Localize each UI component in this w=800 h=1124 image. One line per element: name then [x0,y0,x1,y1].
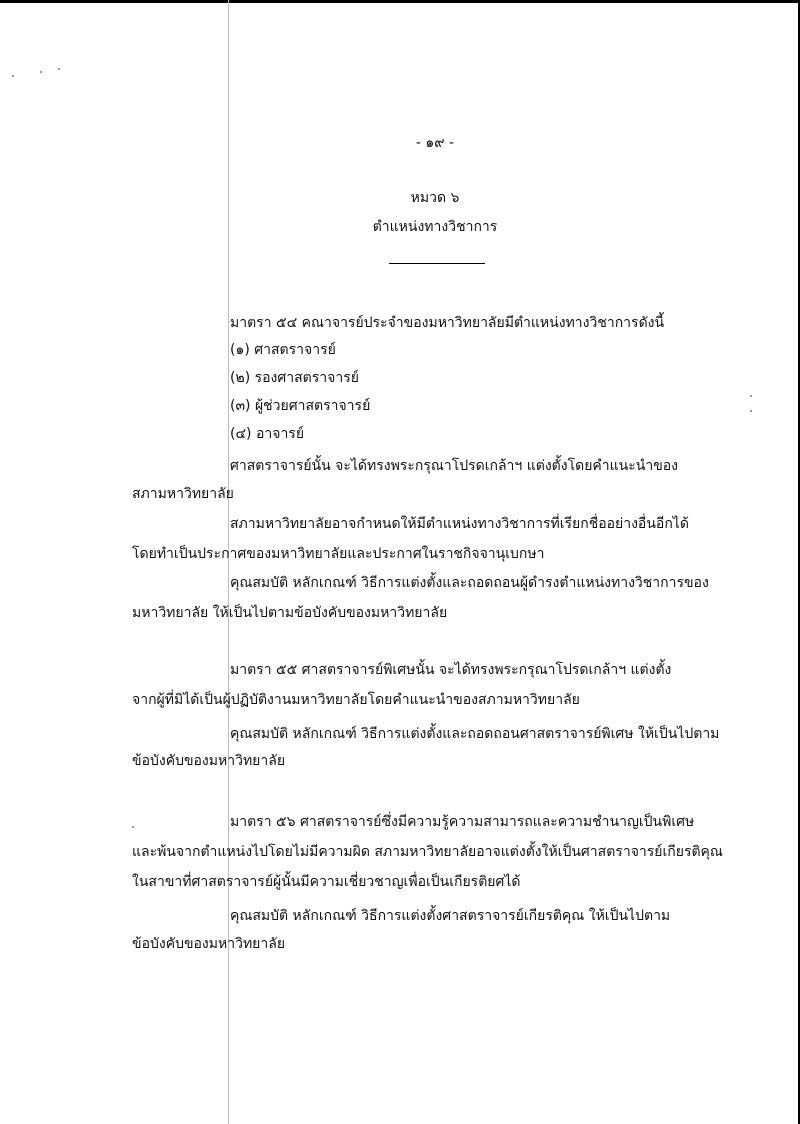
section-54-item: (๓) ผู้ช่วยศาสตราจารย์ [230,398,371,414]
scan-speck [132,826,134,828]
section-56-line: มาตรา ๕๖ ศาสตราจารย์ซึ่งมีความรู้ความสามารถและความชำนาญเป็นพิเศษ [230,814,695,830]
section-54-intro: มาตรา ๕๔ คณาจารย์ประจำของมหาวิทยาลัยมีตำแหน่งทางวิชาการดังนี้ [230,315,665,331]
section-56-line: ข้อบังคับของมหาวิทยาลัย [132,936,286,952]
page-number: - ๑๙ - [415,135,455,151]
section-54-paragraph-1-cont: สภามหาวิทยาลัย [132,486,234,502]
scan-speck [750,410,752,412]
section-54-item: (๑) ศาสตราจารย์ [230,342,336,358]
section-54-paragraph-3: คุณสมบัติ หลักเกณฑ์ วิธีการแต่งตั้งและถอดถอนผู้ดำรงตำแหน่งทางวิชาการของ [230,575,709,591]
section-54-item: (๔) อาจารย์ [230,426,305,442]
scan-speck [40,71,42,73]
section-55-line: มาตรา ๕๕ ศาสตราจารย์พิเศษนั้น จะได้ทรงพระกรุณาโปรดเกล้าฯ แต่งตั้ง [230,662,672,678]
chapter-heading: หมวด ๖ [410,190,460,206]
scan-speck [12,75,14,77]
section-56-line: และพ้นจากตำแหน่งไปโดยไม่มีความผิด สภามหาวิทยาลัยอาจแต่งตั้งให้เป็นศาสตราจารย์เกียรติคุณ [132,844,723,860]
scan-speck [750,395,752,397]
section-55-line: ข้อบังคับของมหาวิทยาลัย [132,753,286,769]
section-54-paragraph-3-cont: มหาวิทยาลัย ให้เป็นไปตามข้อบังคับของมหาวิทยาลัย [132,605,448,621]
section-54-paragraph-2-cont: โดยทำเป็นประกาศของมหาวิทยาลัยและประกาศในราชกิจจานุเบกษา [132,546,545,562]
section-54-paragraph-1: ศาสตราจารย์นั้น จะได้ทรงพระกรุณาโปรดเกล้าฯ แต่งตั้งโดยคำแนะนำของ [230,458,679,474]
scan-speck [58,68,60,70]
title-divider [389,263,485,264]
section-56-line: คุณสมบัติ หลักเกณฑ์ วิธีการแต่งตั้งศาสตราจารย์เกียรติคุณ ให้เป็นไปตาม [230,908,671,924]
section-54-item: (๒) รองศาสตราจารย์ [230,370,359,386]
section-54-paragraph-2: สภามหาวิทยาลัยอาจกำหนดให้มีตำแหน่งทางวิชาการที่เรียกชื่ออย่างอื่นอีกได้ [230,516,689,532]
section-56-line: ในสาขาที่ศาสตราจารย์ผู้นั้นมีความเชี่ยวชาญเพื่อเป็นเกียรติยศได้ [132,874,521,890]
chapter-title: ตำแหน่งทางวิชาการ [372,219,498,235]
section-55-line: จากผู้ที่มิได้เป็นผู้ปฏิบัติงานมหาวิทยาลัยโดยคำแนะนำของสภามหาวิทยาลัย [132,692,580,708]
section-55-line: คุณสมบัติ หลักเกณฑ์ วิธีการแต่งตั้งและถอดถอนศาสตราจารย์พิเศษ ให้เป็นไปตาม [230,726,720,742]
scan-edge-top [0,0,800,3]
